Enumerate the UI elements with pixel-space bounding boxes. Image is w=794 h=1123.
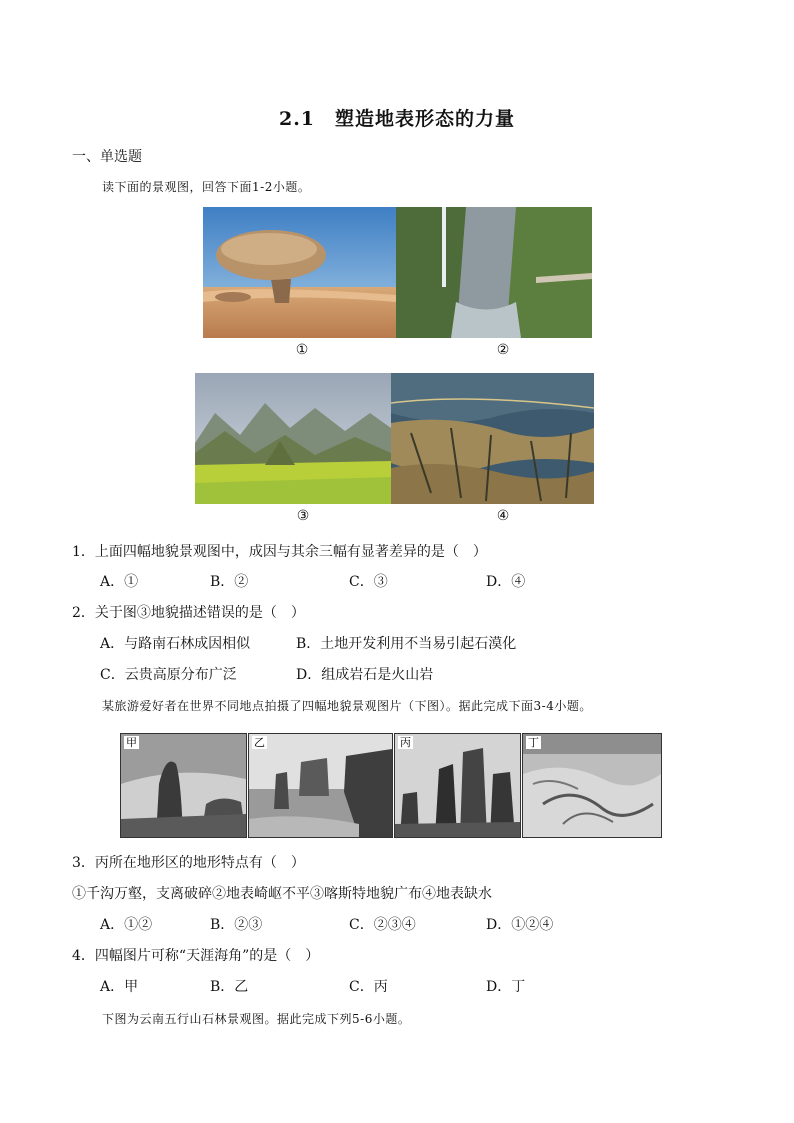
photo-gorge (396, 207, 592, 338)
photo-bing-stone-forest (394, 733, 521, 838)
photo-mushroom-rock (203, 207, 396, 338)
caption-4: ④ (496, 508, 510, 524)
photo-ding-dunes (522, 733, 662, 838)
q4-option-b: B．乙 (210, 979, 249, 995)
photo-jia-arch (120, 733, 247, 838)
caption-3: ③ (296, 508, 310, 524)
q3-option-d: D．①②④ (486, 917, 554, 933)
photo-mark-bing: 丙 (400, 736, 411, 749)
q2-option-c: C．云贵高原分布广泛 (100, 667, 237, 683)
question-4-stem: 4．四幅图片可称“天涯海角”的是（ ） (72, 948, 320, 964)
question-3-description: ①千沟万壑，支离破碎②地表崎岖不平③喀斯特地貌广布④地表缺水 (72, 886, 492, 902)
q4-option-a: A．甲 (100, 979, 139, 995)
q1-option-b: B．② (210, 574, 249, 590)
question-2-stem: 2．关于图③地貌描述错误的是（ ） (72, 605, 305, 621)
intro-text-2: 某旅游爱好者在世界不同地点拍摄了四幅地貌景观图片（下图）。据此完成下面3-4小题。 (102, 699, 592, 713)
q1-option-d: D．④ (486, 574, 526, 590)
section-heading: 一、单选题 (72, 149, 142, 165)
intro-text-1: 读下面的景观图，回答下面1-2小题。 (102, 180, 311, 194)
q2-option-a: A．与路南石林成因相似 (100, 636, 251, 652)
q1-option-c: C．③ (349, 574, 388, 590)
question-1-stem: 1．上面四幅地貌景观图中，成因与其余三幅有显著差异的是（ ） (72, 544, 487, 560)
q3-option-a: A．①② (100, 917, 153, 933)
photo-karst-peaks (195, 373, 391, 504)
intro-text-3: 下图为云南五行山石林景观图。据此完成下列5-6小题。 (102, 1012, 411, 1026)
q2-option-d: D．组成岩石是火山岩 (296, 667, 434, 683)
photo-loess-gullies (391, 373, 594, 504)
caption-2: ② (496, 342, 510, 358)
q1-option-a: A．① (100, 574, 139, 590)
photo-mark-yi: 乙 (254, 736, 265, 749)
q4-option-d: D．丁 (486, 979, 526, 995)
photo-mark-jia: 甲 (126, 736, 137, 749)
q2-option-b: B．土地开发利用不当易引起石漠化 (296, 636, 517, 652)
photo-mark-ding: 丁 (528, 736, 539, 749)
question-3-stem: 3．丙所在地形区的地形特点有（ ） (72, 855, 305, 871)
q3-option-c: C．②③④ (349, 917, 416, 933)
caption-1: ① (295, 342, 309, 358)
q4-option-c: C．丙 (349, 979, 388, 995)
photo-yi-sea-stacks (248, 733, 393, 838)
page-title: 2.1 塑造地表形态的力量 (278, 108, 516, 130)
q3-option-b: B．②③ (210, 917, 263, 933)
